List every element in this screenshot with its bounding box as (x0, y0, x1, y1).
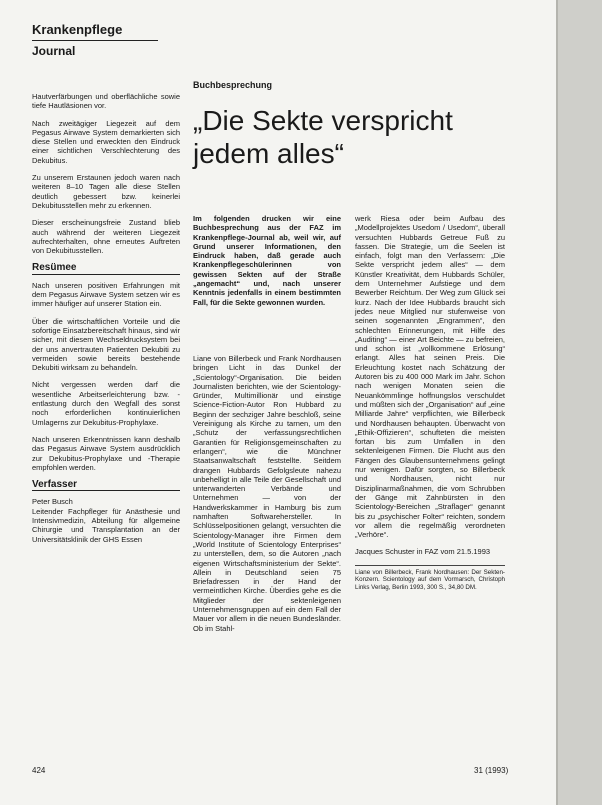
issue-number: 31 (1993) (474, 766, 509, 775)
left-paragraph: Hautverfärbungen und oberflächliche sowie tiefe Hautläsionen vor. (32, 92, 180, 111)
article-body: werk Riesa oder beim Aufbau des „Modellprojektes Usedom / Usedom“, überall versuchten Hubbards Getreue Fuß zu fassen. Die Strategie, um die Seelen ist einfach, folgt man den Verfassern: „Die Sekte verspricht jedem alles“ — dem Künstler Kreativität, dem Hubbards Schüler, dem Unternehmer Aufstiege und dem Bewerber Reichtum. Der Weg zum Glück sei kurz. Nach der Idee Hubbards braucht sich jedes neue Mitglied nur stufenweise von seinen sogenannten „Engrammen“, den schlechten Erinnerungen, mit Hilfe des „Auditing“ — einer Art Beichte — zu befreien, und schon ist „vollkommene Erlösung“ erlangt. Alles hat seinen Preis. Die Erleuchtung kostet nach Schätzung der Autoren bis zu 400 000 Mark im Jahr. Schon nach wenigen Monaten seien die Neuankömmlinge hoffnungslos verschuldet und müßten sich der „Organisation“ auf „eine Milliarde Jahre“ verpflichten, wie Billerbeck und Nordhausen behaupten. Überwacht von „Ethik-Offizieren“, schufteten die meisten fortan bis zum Umfallen in den sektenleigenen Firmen. Die Flucht aus den Fängen des Glaubensunternehmens gelingt nur wenigen. Dafür sorgten, so Billerbeck und Nordhausen, nicht nur Disziplinarmaßnahmen, die vom Schrubben der Gänge mit Zahnbürsten in den Scientology-Bereichen „Straflager“ genannt bis zu „psychischer Folter“ reichten, sondern vor allem die regelmäßig verordneten „Verhöre“. (355, 214, 505, 540)
article-kicker: Buchbesprechung (193, 80, 273, 90)
article-signoff: Jacques Schuster in FAZ vom 21.5.1993 (355, 547, 491, 557)
page-number: 424 (32, 766, 46, 775)
resumee-paragraph: Nach unseren Erkenntnissen kann deshalb das Pegasus Airwave System ausdrücklich zur Dekubitus-Prophylaxe und -Therapie empfohlen werden. (32, 434, 180, 472)
resumee-heading: Resümee (32, 263, 180, 274)
resumee-paragraph: Über die wirtschaftlichen Vorteile und die sofortige Einsatzbereitschaft hinaus, sind wir sicher, mit diesem Wechseldrucksystem bei der uns anvertrauten Patienten Dekubiti zu vermeiden sowie bereits bestehende Dekubiti wirksam zu behandeln. (32, 316, 180, 373)
left-paragraph: Nach zweitägiger Liegezeit auf dem Pegasus Airwave System demarkierten sich diese Stellen und erweckten den Eindruck einer sichtlichen Verschlechterung des Dekubitus. (32, 118, 180, 165)
journal-subtitle: Journal (32, 44, 76, 58)
journal-title: Krankenpflege (32, 22, 123, 37)
author-info: Peter Busch Leitender Fachpfleger für Anästhesie und Intensivmedizin, Abteilung für allgemeine Chirurgie und Transplantation an der Universitätsklinik der GHS Essen (32, 497, 180, 544)
left-column (32, 92, 180, 552)
article-body: Liane von Billerbeck und Frank Nordhausen bringen Licht in das Dunkel der „Scientology“-Organisation. Die beiden Journalisten berichten, wie der Scientology-Gründer, Multimillionär und einstige Science-Fiction-Autor Ron Hubbard zu Beginn der sechziger Jahre beschloß, seine Vereinigung als Kirche zu tarnen, um den „Schutz der verfassungsrechtlichen Garantien für Religionsgemeinschaften zu erlangen“, wie die Münchner Staatsanwaltschaft feststellte. Seitdem drangen Hubbards Gefolgsleute nahezu unbehelligt in alle Teile der Gesellschaft und unterwanderten Verbände und Unternehmen — von der Handwerkskammer in Hamburg bis zum namhaften Softwarehersteller. In Schlüsselpositionen gelangt, versuchten die Scientology-Manager ihre Firmen dem „World Institute of Scientology Enterprises“ zu unterstellen, dem, so die Autoren „nach eigenen Wirtschaftsministerium der Sekte“. Allein in Deutschland seien 75 Briefadressen in der Hand der vermeintlichen Kirche. Überdies gehe es die Mitglieder der sektenleigenen Unternehmensgruppen auf ein dem Fall der Mauer vor allem in die neuen Bundesländer. Ob im Stahl- (193, 354, 341, 633)
left-paragraph: Zu unserem Erstaunen jedoch waren nach weiteren 8–10 Tagen alle diese Stellen deutlich gebessert bzw. keinerlei Dekubitusstellen mehr zu erkennen. (32, 173, 180, 210)
header-rule (32, 40, 158, 41)
resumee-paragraph: Nach unseren positiven Erfahrungen mit dem Pegasus Airwave System setzen wir es immer häufiger auf unserer Station ein. (32, 280, 180, 309)
article-column-2 (193, 354, 341, 641)
left-paragraph: Dieser erscheinungsfreie Zustand blieb auch während der weiteren Liegezeit aufrechterhalten, ohne erneutes Auftreten von Dekubitusstellen. (32, 218, 180, 256)
author-heading: Verfasser (32, 480, 180, 491)
article-column-3 (355, 214, 505, 591)
article-headline: „Die Sekte verspricht jedem alles“ (193, 105, 453, 169)
binding-edge (558, 0, 602, 805)
resumee-paragraph: Nicht vergessen werden darf die wesentliche Arbeitserleichterung bzw. -entlastung durch den Wegfall des sonst noch erforderlichen kontinuierlichen Umlagerns zur Dekubitus-Prophylaxe. (32, 380, 180, 427)
article-lead: Im folgenden drucken wir eine Buchbesprechung aus der FAZ im Krankenpflege-Journal ab, weil wir, auf Grund unserer Informationen, den Eindruck haben, daß gerade auch Krankenpflegeschülerinnen von gewissen Sekten auf der Straße „angemacht“ und, nach unserer Kenntnis jedenfalls in einem bestimmten Fall, für die Sekte gewonnen wurden. (193, 214, 341, 307)
publisher-note: Liane von Billerbeck, Frank Nordhausen: Der Sekten-Konzern. Scientology auf dem Vormarsch, Christoph Links Verlag, Berlin 1993, 300 S., 34,80 DM. (355, 565, 505, 592)
